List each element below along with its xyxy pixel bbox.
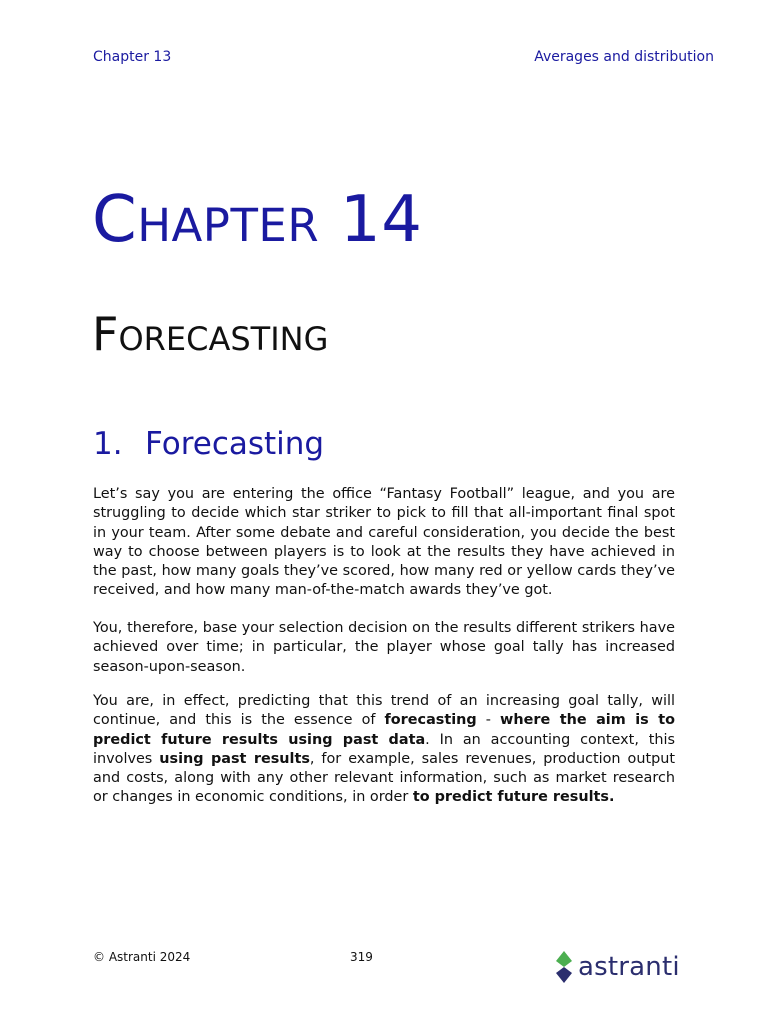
chapter-title xyxy=(92,183,422,257)
part-title: Forecasting xyxy=(92,307,329,361)
bold-definition: where the aim is to predict future results using past data xyxy=(93,712,676,748)
bold-predict-future: to predict future results. xyxy=(412,789,615,806)
running-header-chapter: Chapter 13 xyxy=(93,49,172,65)
chapter-title-initial: C xyxy=(92,183,138,257)
astranti-logo-text: astranti xyxy=(578,952,680,982)
section-number: 1. xyxy=(93,426,123,462)
text-span: You are, in effect, predicting that this trend of an increasing goal tally, will continue, and this is the essence of xyxy=(93,693,675,729)
section-title: Forecasting xyxy=(145,426,325,462)
bold-term-forecasting: forecasting xyxy=(384,712,477,729)
text-span: - xyxy=(476,712,501,729)
footer-copyright: © Astranti 2024 xyxy=(93,950,191,964)
chapter-title-word: hapter xyxy=(137,183,320,257)
page-number: 319 xyxy=(350,950,373,964)
chapter-number: 14 xyxy=(339,183,423,257)
text-span: . In an accounting context, this involves xyxy=(93,731,676,767)
paragraph-definition xyxy=(93,692,675,808)
astranti-logo-mark-icon xyxy=(553,950,575,984)
section-heading xyxy=(93,426,324,462)
paragraph-intro: Let’s say you are entering the office “Fantasy Football” league, and you are struggling to decide which star striker to pick to fill that all-important final spot in your team. After some debate and careful consideration, you decide the best way to choose between players is to look at the results they have achieved in the past, how many goals they’ve scored, how many red or yellow cards they’ve received, and how many man-of-the-match awards they’ve got. xyxy=(93,486,675,599)
paragraph-selection: You, therefore, base your selection decision on the results different strikers have achieved over time; in particular, the player whose goal tally has increased season-upon-season. xyxy=(93,620,675,675)
running-header-topic: Averages and distribution xyxy=(534,49,714,65)
astranti-logo xyxy=(553,950,680,984)
bold-past-results: using past results xyxy=(159,750,310,767)
text-span: , for example, sales revenues, production output and costs, along with any other relevant information, such as market research or changes in economic conditions, in order xyxy=(93,750,675,806)
